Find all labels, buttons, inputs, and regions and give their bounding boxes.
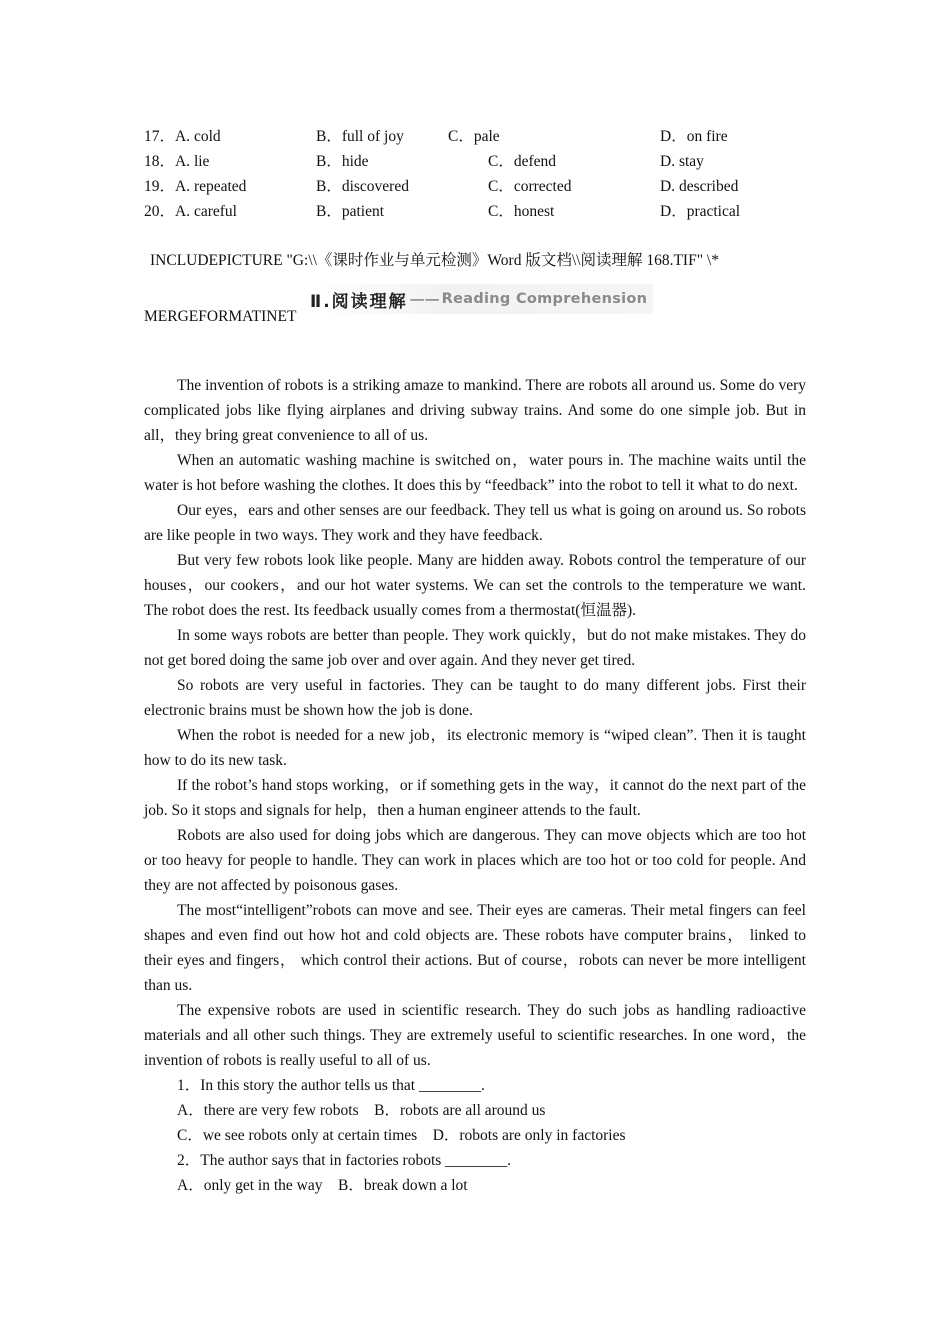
paragraph: The invention of robots is a striking amaze to mankind. There are robots all around us. Some do very complicated jobs like flying airplanes and driving subway trains. And some do one simple job. But in all，they bring great convenience to all of us. [144, 377, 806, 444]
question-options: A．only get in the way B．break down a lot [177, 1177, 468, 1194]
section-title-cn: Ⅱ.阅读理解 [310, 291, 408, 312]
answer-options [144, 124, 806, 224]
option-row-20 [144, 199, 806, 224]
question-stem: 1．In this story the author tells us that ________. [177, 1077, 485, 1094]
paragraph: When the robot is needed for a new job，its electronic memory is “wiped clean”. Then it is taught how to do its new task. [144, 727, 806, 769]
option-c: C．defend [488, 153, 557, 170]
include-field-code: INCLUDEPICTURE "G:\\《课时作业与单元检测》Word 版文档\\阅读理解 168.TIF" \* [150, 252, 719, 269]
paragraph: The most“intelligent”robots can move and see. Their eyes are cameras. Their metal fingers can feel shapes and even find out how hot and cold objects are. These robots have computer brains， linked to their eyes and fingers， which control their actions. But of course，robots can never be more intelligent than us. [144, 902, 806, 994]
option-row-19 [144, 174, 806, 199]
option-d: D．on fire [660, 128, 728, 145]
option-a: 20．A. careful [144, 203, 237, 220]
option-a: 17．A. cold [144, 128, 221, 145]
option-b: B．discovered [316, 178, 409, 195]
option-b: B．patient [316, 203, 385, 220]
question-stem: 2．The author says that in factories robots ________. [177, 1152, 512, 1169]
section-banner [310, 284, 653, 314]
paragraph: In some ways robots are better than people. They work quickly，but do not make mistakes. They do not get bored doing the same job over and over again. And they never get tired. [144, 627, 806, 669]
option-c: C．corrected [488, 178, 572, 195]
paragraph: If the robot’s hand stops working，or if something gets in the way，it cannot do the next part of the job. So it stops and signals for help，then a human engineer attends to the fault. [144, 777, 806, 819]
option-c: C．pale [448, 128, 500, 145]
include-picture-field [144, 248, 806, 328]
paragraph: So robots are very useful in factories. They can be taught to do many different jobs. First their electronic brains must be shown how the job is done. [144, 677, 806, 719]
paragraph: But very few robots look like people. Many are hidden away. Robots control the temperature of our houses，our cookers，and our hot water systems. We can set the controls to the temperature we want. The robot does the rest. Its feedback usually comes from a thermostat(恒温器). [144, 552, 806, 619]
reading-passage [144, 373, 806, 1198]
option-b: B．hide [316, 153, 369, 170]
option-b: B．full of joy [316, 128, 404, 145]
paragraph: Robots are also used for doing jobs which are dangerous. They can move objects which are too hot or too heavy for people to handle. They can work in places which are too hot or too cold for people. And they are not affected by poisonous gases. [144, 827, 806, 894]
option-d: D. described [660, 178, 739, 195]
option-d: D．practical [660, 203, 741, 220]
question-options: C．we see robots only at certain times D．robots are only in factories [177, 1127, 626, 1144]
option-row-17 [144, 124, 806, 149]
option-a: 18．A. lie [144, 153, 210, 170]
section-title-en: Reading Comprehension [441, 291, 648, 307]
option-d: D. stay [660, 153, 704, 170]
option-a: 19．A. repeated [144, 178, 247, 195]
option-c: C．honest [488, 203, 555, 220]
option-row-18 [144, 149, 806, 174]
paragraph: Our eyes，ears and other senses are our feedback. They tell us what is going on around us. So robots are like people in two ways. They work and they have feedback. [144, 502, 806, 544]
section-title-dash: —— [409, 290, 440, 308]
paragraph: When an automatic washing machine is switched on，water pours in. The machine waits until the water is hot before washing the clothes. It does this by “feedback” into the robot to tell it what to do next. [144, 452, 806, 494]
include-field-format: MERGEFORMATINET [144, 308, 297, 325]
question-options: A．there are very few robots B．robots are all around us [177, 1102, 546, 1119]
paragraph: The expensive robots are used in scientific research. They do such jobs as handling radioactive materials and all other such things. They are extremely useful to scientific researches. In one word，the invention of robots is really useful to all of us. [144, 1002, 806, 1069]
